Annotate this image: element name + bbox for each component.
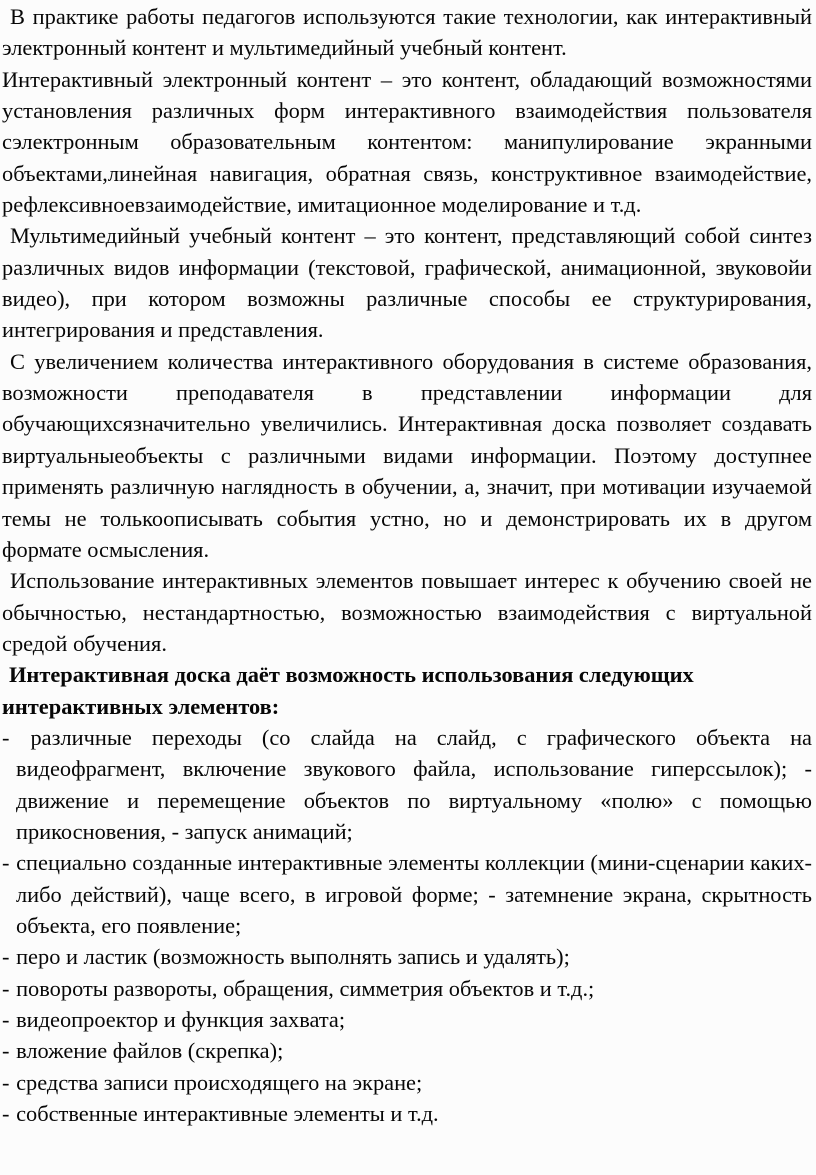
list-item [2,941,812,972]
list-item-marker: - [2,1007,10,1032]
paragraph-interest: Использование интерактивных элементов повышает интерес к обучению своей не обычностью, нестандартностью, возможностью взаимодействия с виртуальной средой обучения. [2,568,812,656]
list-item-text: видеопроектор и функция захвата; [16,1007,346,1032]
list-item [2,1098,812,1129]
list-item-marker: - [2,1069,10,1095]
paragraph-equipment-growth: С увеличением количества интерактивного оборудования в системе образования, возможности преподавателя в представлении информации для обучающихсязначительно увеличились. Интерактивная доска позволяет создавать виртуальныеобъекты с различными видами информации. Поэтому доступнее применять различную наглядность в обучении, а, значит, при мотивации изучаемой темы не толькоописывать события устно, но и демонстрировать их в другом формате осмысления. [2,348,812,562]
paragraph-intro: В практике работы педагогов используются такие технологии, как интерактивный электронный контент и мультимедийный учебный контент. [2,4,812,61]
list-item [2,1067,812,1098]
list-item-text: вложение файлов (скрепка); [16,1038,284,1064]
list-item [2,1035,812,1066]
bold-heading: Интерактивная доска даёт возможность использования следующих интерактивных элементов: [2,662,694,719]
document-page [2,1,812,1129]
paragraph-multimedia-content: Мультимедийный учебный контент – это контент, представляющий собой синтез различных видов информации (текстовой, графической, анимационной, звуковойи видео), при котором возможны различные способы ее структурирования, интегрирования и представления. [2,223,812,343]
list-item-marker: - [2,724,10,750]
list-item-text: перо и ластик (возможность выполнять запись и удалять); [16,944,570,970]
list-item-text: специально созданные интерактивные элементы коллекции (мини-сценарии каких-либо действий), чаще всего, в игровой форме; - затемнение экрана, скрытность объекта, его появление; [16,850,812,938]
list-item-marker: - [2,1101,10,1127]
list-item-marker: - [2,1038,10,1064]
list-item-text: средства записи происходящего на экране; [16,1069,423,1095]
list-item-marker: - [2,975,10,1001]
list-item-marker: - [2,850,10,876]
list-item-text: повороты развороты, обращения, симметрия объектов и т.д.; [16,975,595,1001]
list-item [2,722,812,847]
list-item [2,847,812,941]
list-item [2,973,812,1004]
bullet-list [2,722,812,1129]
paragraph-interactive-content: Интерактивный электронный контент – это контент, обладающий возможностями установления различных форм интерактивного взаимодействия пользователя сэлектронным образовательным контентом: манипулирование экранными объектами,линейная навигация, обратная связь, конструктивное взаимодействие, рефлексивноевзаимодействие, имитационное моделирование и т.д. [2,66,812,218]
list-item-text: различные переходы (со слайда на слайд, с графического объекта на видеофрагмент, включение звукового файла, использование гиперссылок); - движение и перемещение объектов по виртуальному «полю» с помощью прикосновения, - запуск анимаций; [16,724,812,844]
list-item [2,1004,812,1035]
list-item-text: собственные интерактивные элементы и т.д. [16,1101,439,1127]
list-item-marker: - [2,944,10,970]
